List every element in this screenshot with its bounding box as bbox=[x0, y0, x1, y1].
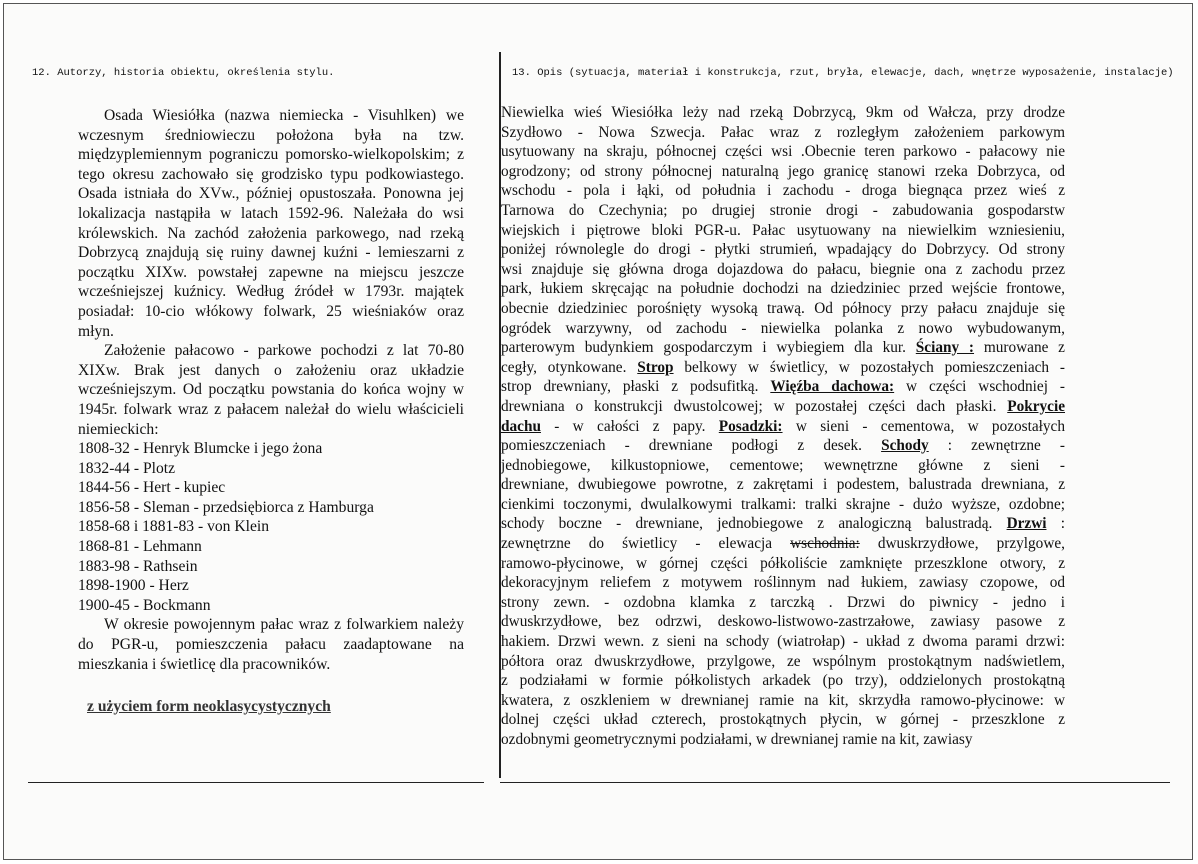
description-line bbox=[501, 181, 1065, 201]
left-bottom-rule bbox=[28, 782, 484, 783]
description-text-run: drewniana o konstrukcji dwustolcowej; w pozostałej części dach płaski. bbox=[501, 397, 1008, 415]
right-bottom-rule bbox=[500, 782, 1170, 783]
description-text-run: usytuowany na skraju, północnej części wsi .Obecnie teren parkowo - pałacowy nie bbox=[501, 143, 1065, 161]
description-line bbox=[501, 475, 1065, 495]
description-line bbox=[501, 221, 1065, 241]
description-text-run: obecnie dziedziniec porośnięty wysoką trawą. Od północy przy pałacu znajduje się bbox=[501, 299, 1065, 317]
description-line bbox=[501, 319, 1065, 339]
description-line bbox=[501, 710, 1065, 730]
history-paragraph-1: Osada Wiesiółka (nazwa niemiecka - Visuhlken) we wczesnym średniowieczu położona była na tzw. międzyplemiennym pograniczu pomorsko-wielkopolskim; z tego okresu zachowało się grodzisko typu podkowiastego. Osada istniała do XVw., później opustoszała. Ponowna jej lokalizacja nastąpiła w latach 1592-96. Należała do wsi królewskich. Na zachód założenia parkowego, nad rzeką Dobrzycą znajdują się ruiny dawnej kuźni - lemieszarni z początku XIXw. powstałej zapewne na miejscu jeszcze wcześniejszej kuźnicy. Według źródeł w 1793r. majątek posiadał: 10-cio włókowy folwark, 25 wieśniaków oraz młyn. bbox=[78, 107, 464, 340]
section-12-label: 12. Autorzy, historia obiektu, określenia stylu. bbox=[32, 67, 335, 79]
owner-item: 1856-58 - Sleman - przedsiębiorca z Hamburga bbox=[78, 498, 374, 516]
description-text-run: Niewielka wieś Wiesiółka leży nad rzeką Dobrzycą, 9km od Wałcza, przy drodze bbox=[501, 104, 1065, 121]
history-paragraph-2: Założenie pałacowo - parkowe pochodzi z lat 70-80 XIXw. Brak jest danych o założeniu oraz układzie wcześniejszym. Od początku powstania do końca wojny w 1945r. folwark wraz z pałacem należał do wielu właścicieli niemieckich: bbox=[78, 342, 464, 438]
description-text-run: schody boczne - drewniane, jednobiegowe z analogiczną balustradą. bbox=[501, 515, 1007, 533]
description-text-run: ogrodzony; od strony północnej naturalną jego granicę stanowi rzeka Dobrzyca, od bbox=[501, 162, 1065, 180]
description-line bbox=[501, 671, 1065, 691]
owner-item: 1898-1900 - Herz bbox=[78, 577, 189, 595]
description-line bbox=[501, 201, 1065, 221]
description-text-run: ramowo-płycinowe, w górnej części półkoliście zamknięte przeszklone otwory, z bbox=[501, 554, 1065, 572]
description-line bbox=[501, 456, 1065, 476]
description-text-run: pomieszczeniach - drewniane podłogi z desek. bbox=[501, 437, 882, 455]
description-text-run: w sieni - cementowa, w pozostałych bbox=[782, 417, 1065, 435]
description-line bbox=[501, 338, 1065, 358]
underlined-heading: Posadzki: bbox=[718, 417, 783, 435]
description-line bbox=[501, 573, 1065, 593]
description-line bbox=[501, 495, 1065, 515]
description-text-run: wiejskich i piętrowe bloki PGR-u. Pałac usytuowany na niewielkim wzniesieniu, bbox=[501, 221, 1065, 239]
owner-item: 1832-44 - Plotz bbox=[78, 459, 176, 477]
underlined-heading: Więźba dachowa: bbox=[770, 378, 895, 396]
description-line bbox=[501, 299, 1065, 319]
description-text-run: : bbox=[1046, 515, 1065, 533]
struck-text: wschodnia: bbox=[790, 535, 860, 553]
description-text-run: cegły, otynkowane. bbox=[501, 358, 638, 376]
style-note: z użyciem form neoklasycystycznych bbox=[87, 698, 331, 715]
description-line bbox=[501, 691, 1065, 711]
description-text-run: belkowy w świetlicy, w pozostałych pomieszczeniach - bbox=[673, 358, 1065, 376]
description-text-run: dolnej części układ czterech, prostokątnych płycin, w górnej - przeszklone z bbox=[501, 711, 1065, 729]
description-line bbox=[501, 260, 1065, 280]
underlined-heading: Pokrycie bbox=[1007, 397, 1065, 415]
description-line bbox=[501, 123, 1065, 143]
history-text bbox=[78, 106, 464, 674]
description-line bbox=[501, 652, 1065, 672]
owner-item: 1900-45 - Bockmann bbox=[78, 596, 211, 614]
description-line bbox=[501, 397, 1065, 417]
description-text-run: strop drewniany, płaski z podsufitką. bbox=[501, 378, 771, 396]
description-line bbox=[501, 358, 1065, 378]
owner-item: 1868-81 - Lehmann bbox=[78, 538, 202, 556]
owner-item: 1858-68 i 1881-83 - von Klein bbox=[78, 518, 270, 536]
description-text-run: półtora oraz dwuskrzydłowe, przylgowe, ze wspólnym prostokątnym nadświetlem, bbox=[501, 652, 1065, 670]
description-text-run: jednobiegowe, kilkustopniowe, cementowe; wewnętrzne główne z sieni - bbox=[501, 456, 1065, 474]
description-line bbox=[501, 593, 1065, 613]
owner-item: 1883-98 - Rathsein bbox=[78, 557, 198, 575]
description-line bbox=[501, 377, 1065, 397]
underlined-heading: Ściany : bbox=[915, 339, 975, 357]
description-line bbox=[501, 514, 1065, 534]
description-text-run: murowane z bbox=[974, 339, 1065, 357]
description-line bbox=[501, 162, 1065, 182]
description-text-run: w części wschodniej - bbox=[894, 378, 1065, 396]
description-text-run: park, łukiem skręcając na południe dochodzi na dziedziniec przed wejście frontowe, bbox=[501, 280, 1065, 298]
description-text-run: wschodu - pola i łąki, od południa i zachodu - droga biegnąca przez wieś z bbox=[501, 182, 1065, 200]
description-line bbox=[501, 103, 1065, 123]
description-text-run: zewnętrzne do świetlicy - elewacja bbox=[501, 535, 791, 553]
description-text-run: strony zewn. - ozdobna klamka z tarczką . Drzwi do piwnicy - jedno i bbox=[501, 593, 1065, 611]
description-text-run: dwuskrzydłowe, przylgowe, bbox=[859, 535, 1065, 553]
description-text-run: poniżej równolegle do drogi - płytki strumień, wpadający do Dobrzycy. Od strony bbox=[501, 241, 1065, 259]
description-text-run: hakiem. Drzwi wewn. z sieni na schody (wiatrołap) - układ z dwoma parami drzwi: bbox=[501, 633, 1065, 651]
description-line bbox=[501, 554, 1065, 574]
description-text-run: ozdobnymi geometrycznymi podziałami, w drewnianej ramie na kit, zawiasy bbox=[501, 731, 973, 748]
description-text-run: Tarnowa do Czechynia; po drugiej stronie drogi - zabudowania gospodarstw bbox=[501, 201, 1065, 219]
description-line bbox=[501, 632, 1065, 652]
description-text-run: dwuskrzydłowe, bez odrzwi, deskowo-listwowo-zastrzałowe, zawiasy pasowe z bbox=[501, 613, 1065, 631]
description-line bbox=[501, 612, 1065, 632]
history-closing: W okresie powojennym pałac wraz z folwarkiem należy do PGR-u, pomieszczenia pałacu zaadaptowane na mieszkania i świetlicę dla pracowników. bbox=[78, 616, 464, 673]
description-line bbox=[501, 730, 1065, 750]
description-text-run: drewniane, dwubiegowe powrotne, z zakrętami i podestem, balustrada drewniana, z bbox=[501, 476, 1065, 494]
section-13-label: 13. Opis (sytuacja, materiał i konstrukcja, rzut, bryła, elewacje, dach, wnętrze wyposażenie, instalacje) bbox=[512, 67, 1174, 79]
description-text bbox=[501, 103, 1065, 750]
underlined-heading: Strop bbox=[637, 358, 674, 376]
description-text-run: : zewnętrzne - bbox=[928, 437, 1065, 455]
description-text-run: cienkimi toczonymi, dwulalkowymi tralkami: tralki skrajne - dużo wyższe, ozdobne; bbox=[501, 495, 1065, 513]
underlined-heading: Schody bbox=[881, 437, 929, 455]
underlined-heading: Drzwi bbox=[1006, 515, 1047, 533]
description-line bbox=[501, 534, 1065, 554]
description-text-run: Szydłowo - Nowa Szwecja. Pałac wraz z rozległym założeniem parkowym bbox=[501, 123, 1065, 141]
description-line bbox=[501, 142, 1065, 162]
description-text-run: kwatera, z oszkleniem w drewnianej ramie na kit, skrzydła ramowo-płycinowe: w bbox=[501, 691, 1065, 709]
description-text-run: z podziałami w formie półkolistych arkadek (po trzy), oddzielonych prostokątną bbox=[501, 672, 1065, 690]
owner-item: 1844-56 - Hert - kupiec bbox=[78, 479, 226, 497]
description-line bbox=[501, 240, 1065, 260]
description-line bbox=[501, 279, 1065, 299]
description-text-run: wsi znajduje się główna droga dojazdowa do pałacu, biegnie ona z zachodu przez bbox=[501, 260, 1065, 278]
description-text-run: ogródek warzywny, od zachodu - niewielka polanka z nowo wybudowanym, bbox=[501, 319, 1065, 337]
owners-list bbox=[78, 439, 464, 615]
owner-item: 1808-32 - Henryk Blumcke i jego żona bbox=[78, 440, 323, 458]
description-text-run: parterowym budynkiem gospodarczym i wybiegiem dla kur. bbox=[501, 339, 916, 357]
description-line bbox=[501, 417, 1065, 437]
description-line bbox=[501, 436, 1065, 456]
description-text-run: - w całości z papy. bbox=[540, 417, 719, 435]
description-text-run: dekoracyjnym reliefem z motywem roślinnym nad łukiem, zawiasy czopowe, od bbox=[501, 574, 1065, 592]
underlined-heading: dachu bbox=[501, 417, 541, 435]
